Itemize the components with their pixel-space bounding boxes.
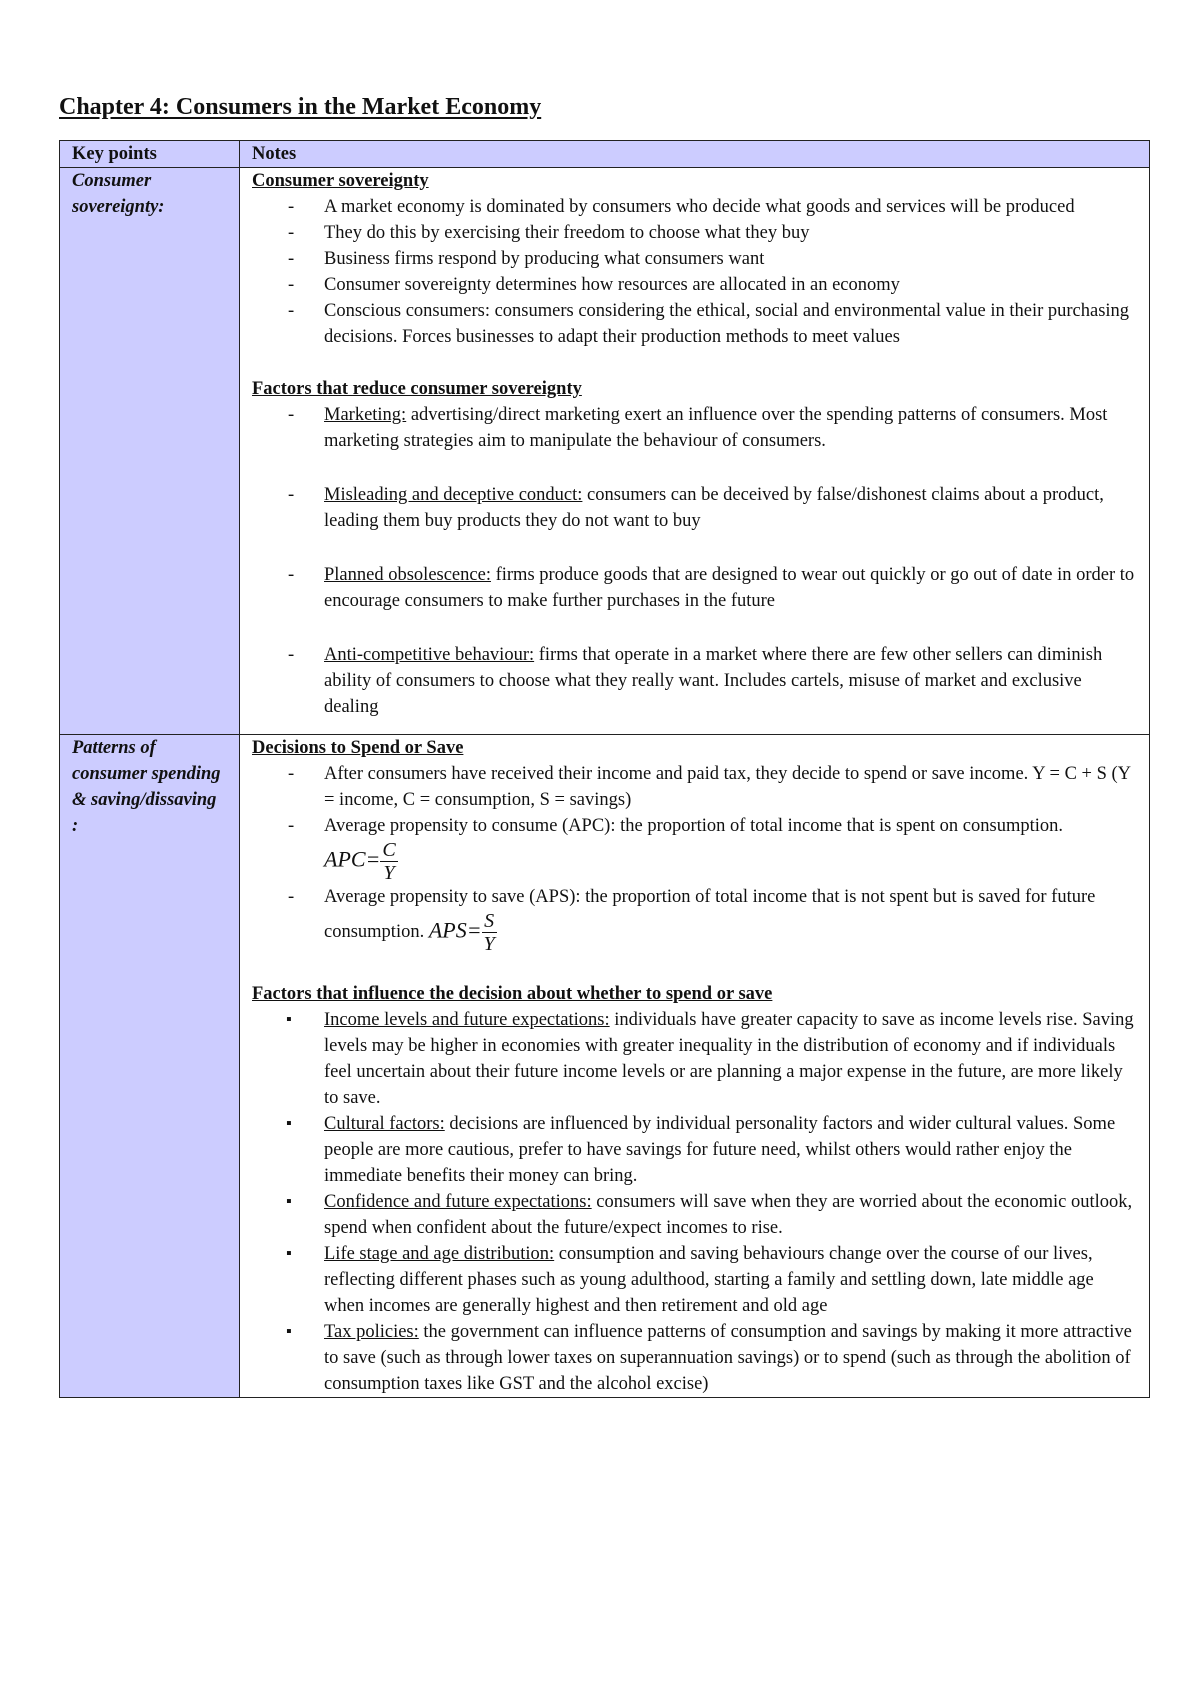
term-text: consumers can be deceived by false/dishonest claims about a product, leading them buy products they do not want to buy: [324, 485, 1104, 531]
notes-cell: [240, 735, 1150, 1398]
bullet-list: [252, 194, 1137, 350]
term-text: individuals have greater capacity to save as income levels rise. Saving levels may be higher in economies with greater inequality in the distribution of economy and if individuals feel uncertain about their future income levels or are planning a major expense in the future, are more likely to save.: [324, 1010, 1134, 1108]
term: Anti-competitive behaviour:: [324, 645, 535, 665]
list-item: - Consumer sovereignty determines how resources are allocated in an economy: [324, 272, 1137, 298]
aps-formula: [429, 910, 497, 955]
list-item: [324, 1111, 1137, 1189]
section-heading: Factors that reduce consumer sovereignty: [252, 379, 582, 399]
term: Misleading and deceptive conduct:: [324, 485, 583, 505]
section-heading: Consumer sovereignty: [252, 171, 429, 191]
fraction: [482, 910, 497, 955]
list-item: - A market economy is dominated by consumers who decide what goods and services will be produced: [324, 194, 1137, 220]
page-title: Chapter 4: Consumers in the Market Economy: [59, 94, 542, 120]
apc-formula: [324, 839, 398, 884]
term: Cultural factors:: [324, 1114, 445, 1134]
list-item: [324, 1007, 1137, 1111]
list-item: [324, 1241, 1137, 1319]
term: Life stage and age distribution:: [324, 1244, 555, 1264]
list-item: - Business firms respond by producing what consumers want: [324, 246, 1137, 272]
formula-description: Average propensity to consume (APC): the proportion of total income that is spent on consumption.: [324, 816, 1064, 836]
list-item: [324, 562, 1137, 614]
table-row: [60, 168, 1150, 735]
term-text: firms that operate in a market where there are few other sellers can diminish ability of consumers to choose what they really want. Includes cartels, misuse of market and exclusive dealing: [324, 645, 1103, 717]
key-point-cell: Consumer sovereignty:: [60, 168, 240, 735]
term-text: decisions are influenced by individual personality factors and wider cultural values. Some people are more cautious, prefer to have savings for future need, whilst others would rather enjoy the immediate benefits their money can bring.: [324, 1114, 1116, 1186]
list-item: [324, 642, 1137, 720]
list-item: [324, 482, 1137, 534]
header-key-points: Key points: [60, 141, 240, 168]
formula-lhs: APC=: [324, 846, 381, 872]
table-header-row: [60, 141, 1150, 168]
list-item: [324, 1189, 1137, 1241]
bullet-list: [252, 1007, 1137, 1397]
term-text: consumption and saving behaviours change over the course of our lives, reflecting different phases such as young adulthood, starting a family and settling down, late middle age when incomes are generally highest and then retirement and old age: [324, 1244, 1094, 1316]
term-text: firms produce goods that are designed to wear out quickly or go out of date in order to encourage consumers to make further purchases in the future: [324, 565, 1135, 611]
list-item: [324, 402, 1137, 454]
fraction: [380, 839, 397, 884]
section-heading: Decisions to Spend or Save: [252, 738, 464, 758]
term-text: the government can influence patterns of consumption and savings by making it more attractive to save (such as through lower taxes on superannuation savings) or to spend (such as through the abolition of consumption taxes like GST and the alcohol excise): [324, 1322, 1132, 1394]
numerator: S: [482, 910, 497, 933]
formula-lhs: APS=: [428, 917, 482, 943]
denominator: Y: [483, 933, 495, 955]
formula-description: Average propensity to save (APS): the proportion of total income that is not spent but is saved for future consumption.: [324, 887, 1096, 942]
term: Tax policies:: [324, 1322, 419, 1342]
bullet-list: [252, 761, 1137, 955]
term: Confidence and future expectations:: [324, 1192, 592, 1212]
term: Planned obsolescence:: [324, 565, 491, 585]
term: Marketing:: [324, 405, 407, 425]
denominator: Y: [383, 862, 395, 884]
list-item: [324, 813, 1137, 884]
term: Income levels and future expectations:: [324, 1010, 610, 1030]
header-notes: Notes: [240, 141, 1150, 168]
list-item: - After consumers have received their income and paid tax, they decide to spend or save income. Y = C + S (Y = income, C = consumption, S = savings): [324, 761, 1137, 813]
list-item: [324, 884, 1137, 955]
notes-table: [59, 140, 1150, 1398]
section-heading: Factors that influence the decision about whether to spend or save: [252, 984, 773, 1004]
key-point-cell: Patterns of consumer spending & saving/dissaving :: [60, 735, 240, 1398]
notes-cell: [240, 168, 1150, 735]
list-item: - They do this by exercising their freedom to choose what they buy: [324, 220, 1137, 246]
list-item: [324, 1319, 1137, 1397]
term-text: advertising/direct marketing exert an influence over the spending patterns of consumers. Most marketing strategies aim to manipulate the behaviour of consumers.: [324, 405, 1108, 451]
table-row: [60, 735, 1150, 1398]
list-item: - Conscious consumers: consumers considering the ethical, social and environmental value in their purchasing decisions. Forces businesses to adapt their production methods to meet values: [324, 298, 1137, 350]
numerator: C: [382, 839, 396, 861]
bullet-list: [252, 402, 1137, 720]
term-text: consumers will save when they are worried about the economic outlook, spend when confident about the future/expect incomes to rise.: [324, 1192, 1133, 1238]
